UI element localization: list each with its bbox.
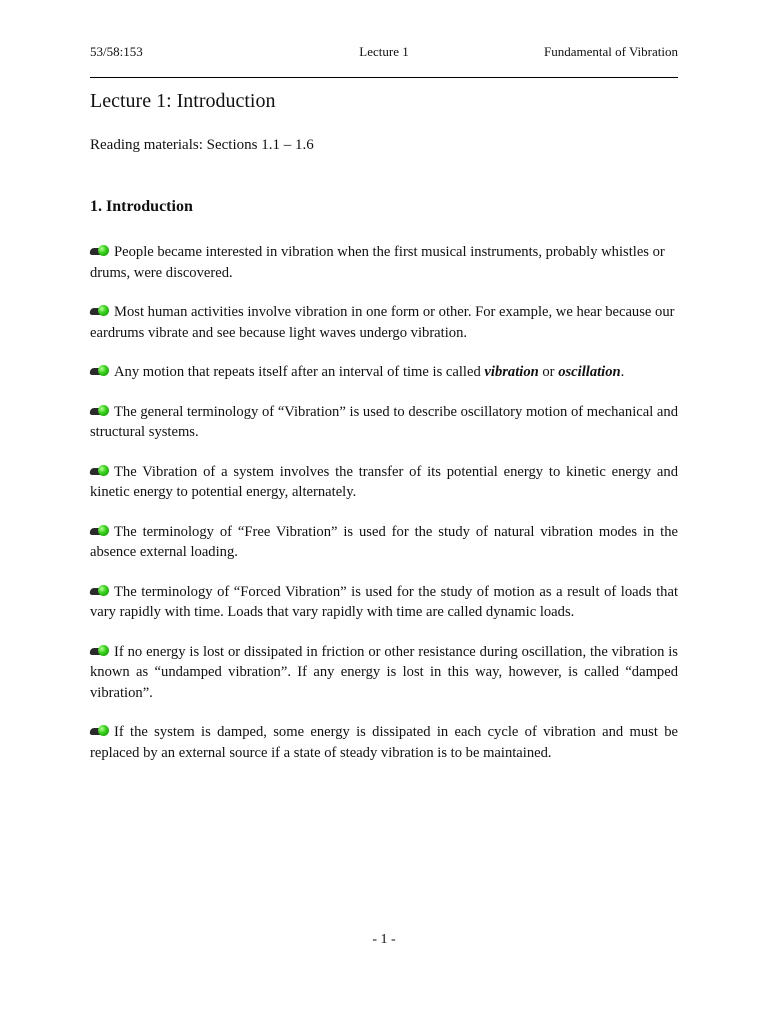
- bullet-item: [90, 462, 678, 503]
- bullet-item: [90, 362, 678, 383]
- green-ball-bullet-icon: [90, 585, 112, 597]
- bullet-text: People became interested in vibration when the first musical instruments, probably whistles or drums, were discovered.: [90, 244, 665, 281]
- page-header: [90, 44, 678, 64]
- bullet-item: [90, 722, 678, 763]
- bullet-list: [90, 242, 678, 782]
- reading-materials: Reading materials: Sections 1.1 – 1.6: [90, 137, 314, 153]
- bullet-item: [90, 302, 678, 343]
- green-ball-bullet-icon: [90, 525, 112, 537]
- bullet-text: The terminology of “Forced Vibration” is used for the study of motion as a result of loads that vary rapidly with time. Loads that vary rapidly with time are called dynamic loads.: [90, 583, 678, 620]
- bullet-item: [90, 582, 678, 623]
- green-ball-bullet-icon: [90, 245, 112, 257]
- bullet-text: If no energy is lost or dissipated in friction or other resistance during oscillation, the vibration is known as “undamped vibration”. If any energy is lost in this way, however, is called “damped vibration”.: [90, 643, 678, 701]
- header-lecture: Lecture 1: [359, 44, 409, 59]
- green-ball-bullet-icon: [90, 645, 112, 657]
- bullet-text: Any motion that repeats itself after an interval of time is called: [114, 364, 485, 380]
- header-topic: Fundamental of Vibration: [543, 44, 678, 59]
- bullet-item: [90, 642, 678, 704]
- section-heading: 1. Introduction: [90, 198, 193, 215]
- bullet-text: or: [538, 364, 559, 380]
- bullet-text: The general terminology of “Vibration” is used to describe oscillatory motion of mechanical and structural systems.: [90, 403, 678, 440]
- term-vibration: vibration: [484, 364, 539, 380]
- bullet-text: .: [620, 364, 625, 380]
- bullet-text: The Vibration of a system involves the transfer of its potential energy to kinetic energy and kinetic energy to potential energy, alternately.: [90, 463, 678, 500]
- green-ball-bullet-icon: [90, 725, 112, 737]
- bullet-text: If the system is damped, some energy is dissipated in each cycle of vibration and must be replaced by an external source if a state of steady vibration is to be maintained.: [90, 724, 678, 761]
- green-ball-bullet-icon: [90, 465, 112, 477]
- header-divider: [90, 77, 678, 78]
- bullet-text: Most human activities involve vibration in one form or other. For example, we hear because our eardrums vibrate and see because light waves undergo vibration.: [90, 304, 675, 341]
- green-ball-bullet-icon: [90, 405, 112, 417]
- bullet-item: [90, 522, 678, 563]
- bullet-text: The terminology of “Free Vibration” is used for the study of natural vibration modes in the absence external loading.: [90, 523, 678, 560]
- page-number: - 1 -: [372, 932, 396, 947]
- term-oscillation: oscillation: [558, 364, 621, 380]
- green-ball-bullet-icon: [90, 305, 112, 317]
- page-title: Lecture 1: Introduction: [90, 90, 276, 112]
- bullet-item: [90, 242, 678, 283]
- green-ball-bullet-icon: [90, 365, 112, 377]
- course-code: 53/58:153: [90, 44, 143, 59]
- bullet-item: [90, 402, 678, 443]
